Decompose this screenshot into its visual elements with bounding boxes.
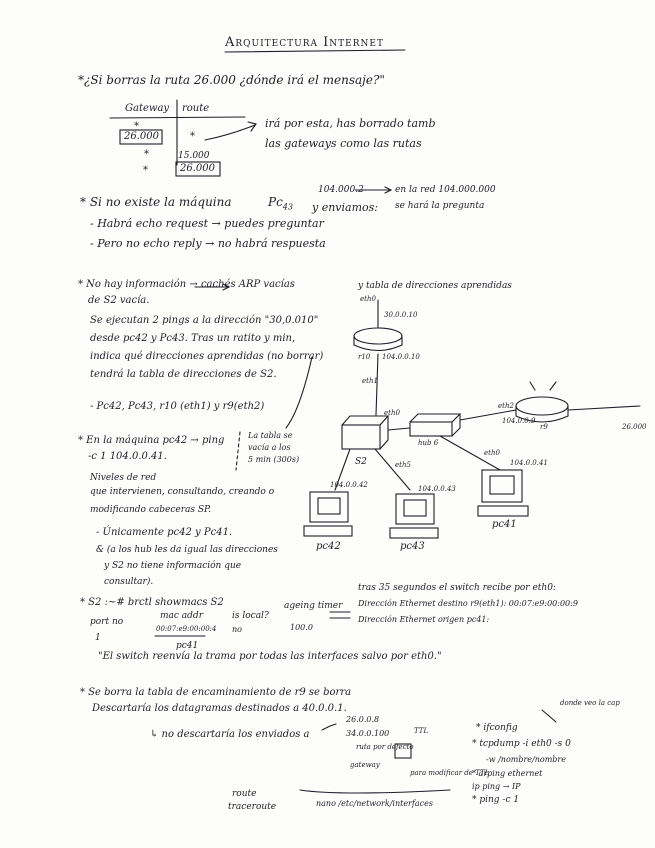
r9-label: r9 bbox=[540, 423, 548, 431]
s1-cell: * bbox=[134, 121, 139, 132]
s5-col-port: port no bbox=[90, 617, 124, 627]
s4-line6: - Únicamente pc42 y Pc41. bbox=[96, 527, 233, 538]
s6-ttl: TTL bbox=[414, 727, 429, 735]
pc42-ip: 104.0.0.42 bbox=[330, 481, 368, 489]
eth2-label: eth2 bbox=[498, 402, 514, 410]
s1-cell: * bbox=[143, 165, 148, 176]
pc41-label: pc41 bbox=[492, 519, 517, 530]
s2-line2: - Habrá echo request → puedes preguntar bbox=[90, 217, 324, 230]
eth1-label: eth1 bbox=[362, 377, 378, 385]
s3-line4: desde pc42 y Pc43. Tras un ratito y min, bbox=[90, 333, 296, 344]
s5-quote: "El switch reenvía la trama por todas las interfaces salvo por eth0." bbox=[98, 651, 442, 662]
s3-line1b: y tabla de direcciones aprendidas bbox=[358, 281, 512, 291]
s2-ask: se hará la pregunta bbox=[395, 201, 485, 211]
s6-line2: Descartaría los datagramas destinados a 40.0.0.1. bbox=[92, 703, 347, 714]
eth0-label-b: eth0 bbox=[384, 409, 400, 417]
s5-pc: pc41 bbox=[176, 641, 199, 651]
s2-label: S2 bbox=[355, 457, 367, 467]
s1-answer-2: las gateways como las rutas bbox=[265, 137, 422, 150]
s5-val-ageing: 100.0 bbox=[290, 623, 313, 632]
s4-line2: -c 1 104.0.0.41. bbox=[88, 451, 167, 462]
s4-line3: Niveles de red bbox=[90, 473, 157, 483]
hub-label: hub 6 bbox=[418, 439, 439, 447]
s4-line1: * En la máquina pc42 → ping bbox=[78, 435, 225, 446]
r10-ip2: 104.0.0.10 bbox=[382, 353, 420, 361]
pc41-ip: 104.0.0.41 bbox=[510, 459, 548, 467]
s6-line3: ↳ no descartaría los enviados a bbox=[150, 729, 310, 740]
s2-ip1: 104.000.2 bbox=[318, 185, 364, 195]
s6-cmd-2: * tcpdump -i eth0 -s 0 bbox=[472, 739, 571, 749]
s6-ip-2: 34.0.0.100 bbox=[346, 729, 390, 738]
s5-val-local: no bbox=[232, 625, 242, 634]
s6-cmd-5: ip ping → IP bbox=[472, 782, 521, 791]
s5-cmd: * S2 :~# brctl showmacs S2 bbox=[80, 597, 224, 608]
s5-col-local: is local? bbox=[232, 611, 269, 621]
s6-ruta: ruta por defecto bbox=[356, 743, 414, 751]
s1-cell: * bbox=[144, 149, 149, 160]
s6-cmd-6: * ping -c 1 bbox=[472, 795, 520, 805]
s5-val-mac: 00:07:e9:00:00:4 bbox=[156, 625, 217, 633]
s1-cell: 15.000 bbox=[178, 151, 210, 161]
s1-cell: * bbox=[190, 131, 195, 142]
s2-send: y enviamos: bbox=[312, 201, 378, 214]
s6-line1: * Se borra la tabla de encaminamiento de r9 se borra bbox=[80, 687, 352, 698]
s4-line9: consultar). bbox=[104, 577, 154, 587]
eth5-label: eth5 bbox=[395, 461, 411, 469]
s6-donde-veo: donde veo la cap bbox=[560, 699, 620, 707]
s5-right-1: tras 35 segundos el switch recibe por eth0: bbox=[358, 583, 556, 593]
s5-col-ageing: ageing timer bbox=[284, 601, 343, 611]
r10-ip: 30.0.0.10 bbox=[384, 311, 418, 319]
s5-right-3: Dirección Ethernet origen pc41: bbox=[358, 615, 490, 624]
s5-right-2: Dirección Ethernet destino r9(eth1): 00:07:e9:00:00:9 bbox=[358, 599, 578, 608]
s1-col-gateway: Gateway bbox=[125, 103, 170, 114]
pc42-label: pc42 bbox=[316, 541, 341, 552]
s6-cmd-1: * ifconfig bbox=[476, 723, 518, 733]
s1-answer-1: irá por esta, has borrado tamb bbox=[265, 117, 436, 130]
s1-cell: 26.000 bbox=[180, 163, 215, 174]
net-26: 26.000 bbox=[622, 423, 647, 431]
s1-cell: 26.000 bbox=[124, 131, 159, 142]
s6-route: route bbox=[232, 789, 257, 799]
s6-cmd-3: -w /nombre/nombre bbox=[486, 755, 566, 764]
page-title: Arquitectura Internet bbox=[225, 35, 384, 50]
eth0-label: eth0 bbox=[360, 295, 376, 303]
r10-label: r10 bbox=[358, 353, 371, 361]
s1-question: *¿Si borras la ruta 26.000 ¿dónde irá el mensaje?" bbox=[78, 73, 385, 87]
s3-line7: - Pc42, Pc43, r10 (eth1) y r9(eth2) bbox=[90, 401, 265, 412]
s6-cmd-4: * arping ethernet bbox=[472, 769, 543, 778]
s3-line2: de S2 vacía. bbox=[88, 295, 150, 306]
pc43-ip: 104.0.0.43 bbox=[418, 485, 456, 493]
s6-traceroute: traceroute bbox=[228, 802, 277, 812]
s1-col-route: route bbox=[182, 103, 210, 114]
r9-ip: 104.0.0.9 bbox=[502, 417, 536, 425]
s4-line5: modificando cabeceras SP. bbox=[90, 505, 212, 515]
s2-line3: - Pero no echo reply → no habrá respuesta bbox=[90, 237, 326, 250]
s3-line3: Se ejecutan 2 pings a la dirección "30,0.010" bbox=[90, 315, 319, 326]
s3-line5: indica qué direcciones aprendidas (no borrar) bbox=[90, 351, 324, 362]
s2-arrow-text: en la red 104.000.000 bbox=[395, 185, 496, 195]
s3-note-1: La tabla se bbox=[248, 431, 293, 440]
s6-nano: nano /etc/network/interfaces bbox=[316, 799, 433, 808]
s5-val-port: 1 bbox=[95, 633, 101, 643]
s5-col-mac: mac addr bbox=[160, 611, 203, 621]
s3-note-2: vacía a los bbox=[248, 443, 291, 452]
s2-line1: * Si no existe la máquina bbox=[80, 195, 232, 209]
s6-gateway: gateway bbox=[350, 761, 380, 769]
s6-ip-1: 26.0.0.8 bbox=[346, 715, 380, 724]
s3-line6: tendrá la tabla de direcciones de S2. bbox=[90, 369, 277, 380]
s2-pc: $Pc_{43}$ bbox=[268, 195, 293, 212]
eth0-label-c: eth0 bbox=[484, 449, 500, 457]
s4-line7: & (a los hub les da igual las direcciones bbox=[96, 545, 278, 555]
pc43-label: pc43 bbox=[400, 541, 425, 552]
s6-para: para modificar de TTL bbox=[410, 769, 490, 777]
s4-line8: y S2 no tiene información que bbox=[104, 561, 242, 571]
s3-note-3: 5 min (300s) bbox=[248, 455, 300, 464]
s4-line4: que intervienen, consultando, creando o bbox=[90, 487, 275, 497]
s3-line1: * No hay información → cachés ARP vacías bbox=[78, 279, 295, 290]
